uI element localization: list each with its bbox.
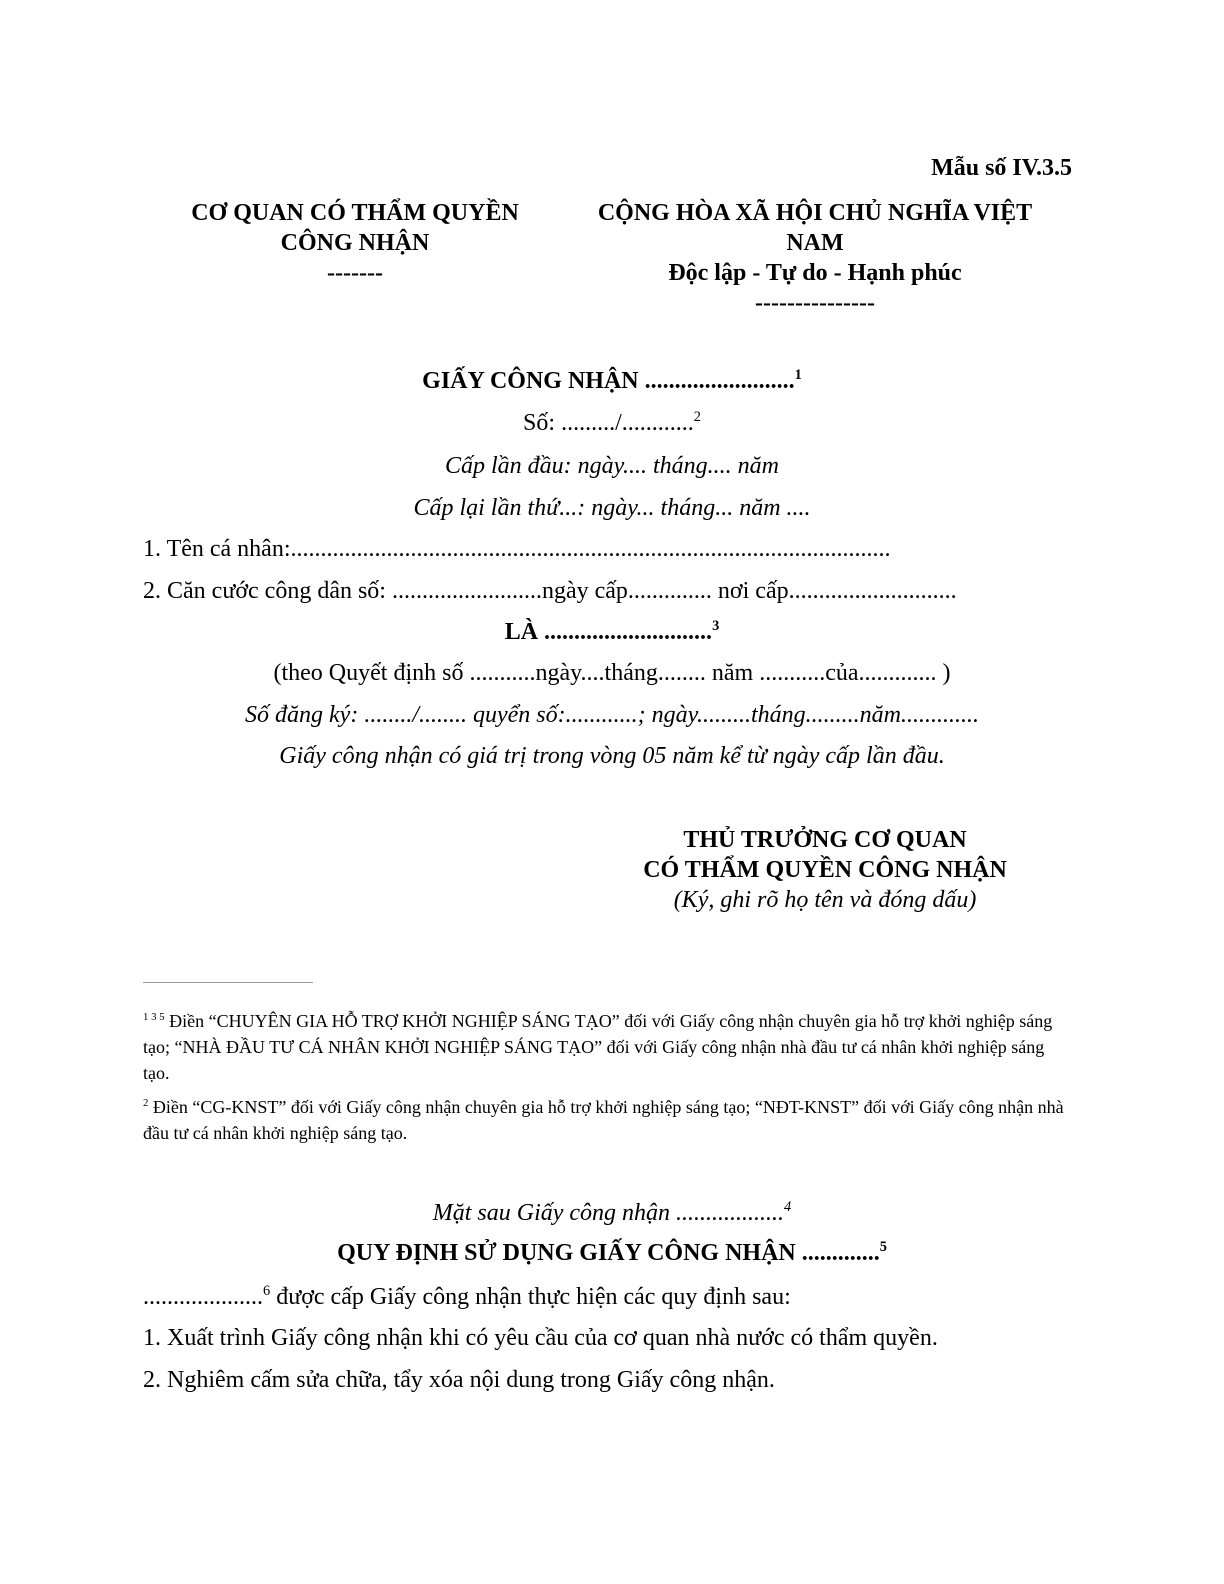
footnote-ref-5: 5 — [879, 1239, 887, 1255]
validity-line: Giấy công nhận có giá trị trong vòng 05 năm kể từ ngày cấp lần đầu. — [279, 743, 945, 769]
field-id-card: 2. Căn cước công dân số: .........................ngày cấp.............. nơi cấp............................ — [143, 578, 957, 604]
nation-line-2: NAM — [786, 230, 844, 256]
back-heading-text: Mặt sau Giấy công nhận .................. — [432, 1200, 785, 1226]
agency-header — [160, 198, 550, 288]
signature-block — [590, 825, 1060, 915]
first-issue-line: Cấp lần đầu: ngày.... tháng.... năm — [445, 453, 779, 479]
back-title-text: QUY ĐỊNH SỬ DỤNG GIẤY CÔNG NHẬN ............. — [337, 1240, 880, 1266]
signature-note: (Ký, ghi rõ họ tên và đóng dấu) — [673, 887, 977, 913]
footnote-ref-1: 1 — [794, 367, 802, 383]
field-name: 1. Tên cá nhân:.................................................................................................... — [143, 536, 891, 562]
agency-divider: ------- — [327, 260, 383, 286]
back-heading — [0, 1200, 1224, 1227]
footnote-2-text: Điền “CG-KNST” đối với Giấy công nhận chuyên gia hỗ trợ khởi nghiệp sáng tạo; “NĐT-KNST” đối với Giấy công nhận nhà đầu tư cá nhân khởi nghiệp sáng tạo. — [143, 1097, 1064, 1143]
footnote-2 — [143, 1094, 1073, 1146]
nation-motto: Độc lập - Tự do - Hạnh phúc — [668, 260, 962, 286]
nation-header — [570, 198, 1060, 318]
footnote-ref-4: 4 — [784, 1199, 792, 1215]
signature-line-1: THỦ TRƯỞNG CƠ QUAN — [683, 827, 967, 853]
reissue-line: Cấp lại lần thứ...: ngày... tháng... năm .... — [413, 495, 811, 521]
back-intro-dots: .................... — [143, 1284, 263, 1310]
footnote-separator — [143, 982, 313, 983]
footnote-1 — [143, 1008, 1073, 1086]
signature-line-2: CÓ THẨM QUYỀN CÔNG NHẬN — [643, 857, 1007, 883]
footnote-1-marker: 1 3 5 — [143, 1011, 165, 1023]
role-text: LÀ ............................ — [504, 619, 713, 645]
footnote-2-marker: 2 — [143, 1097, 149, 1109]
back-rule-2: 2. Nghiêm cấm sửa chữa, tẩy xóa nội dung trong Giấy công nhận. — [143, 1367, 775, 1393]
footnote-ref-3: 3 — [712, 618, 720, 634]
nation-line-1: CỘNG HÒA XÃ HỘI CHỦ NGHĨA VIỆT — [597, 200, 1033, 226]
back-intro-text: được cấp Giấy công nhận thực hiện các quy định sau: — [270, 1284, 791, 1310]
footnote-ref-6: 6 — [263, 1283, 271, 1299]
footnote-ref-2: 2 — [693, 409, 701, 425]
decision-line: (theo Quyết định số ...........ngày....tháng........ năm ...........của............. ) — [273, 660, 951, 686]
agency-line-2: CÔNG NHẬN — [280, 230, 430, 256]
footnote-1-text: Điền “CHUYÊN GIA HỖ TRỢ KHỞI NGHIỆP SÁNG TẠO” đối với Giấy công nhận chuyên gia hỗ trợ khởi nghiệp sáng tạo; “NHÀ ĐẦU TƯ CÁ NHÂN KHỞI NGHIỆP SÁNG TẠO” đối với Giấy công nhận nhà đầu tư cá nhân khởi nghiệp sáng tạo. — [143, 1011, 1053, 1083]
back-rule-1: 1. Xuất trình Giấy công nhận khi có yêu cầu của cơ quan nhà nước có thẩm quyền. — [143, 1325, 938, 1351]
certificate-number-text: Số: ........./............ — [523, 410, 694, 436]
form-number: Mẫu số IV.3.5 — [931, 155, 1072, 181]
role-line — [0, 619, 1224, 646]
registration-line: Số đăng ký: ......../........ quyển số:............; ngày.........tháng.........năm............. — [245, 702, 979, 728]
nation-divider: --------------- — [755, 290, 875, 316]
agency-line-1: CƠ QUAN CÓ THẨM QUYỀN — [191, 200, 519, 226]
certificate-title — [0, 368, 1224, 395]
certificate-title-text: GIẤY CÔNG NHẬN ......................... — [422, 368, 795, 394]
certificate-number — [0, 410, 1224, 437]
back-title — [0, 1240, 1224, 1267]
back-intro — [143, 1284, 791, 1311]
